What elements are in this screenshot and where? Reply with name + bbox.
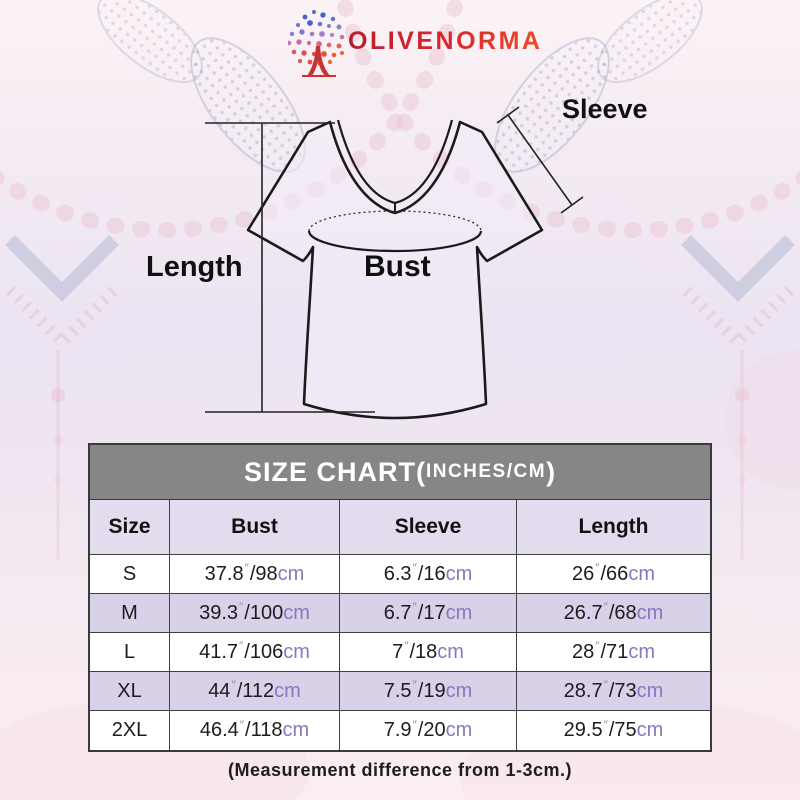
size-cell: S — [90, 555, 170, 594]
header-sleeve: Sleeve — [340, 500, 517, 555]
bust-cell: 39.3 ″ /100 cm — [170, 594, 340, 633]
header-bust: Bust — [170, 500, 340, 555]
length-cell: 28.7 ″ /73 cm — [517, 672, 710, 711]
table-row — [90, 555, 710, 594]
table-header-row — [90, 500, 710, 555]
size-cell: M — [90, 594, 170, 633]
bust-cell: 44 ″ /112 cm — [170, 672, 340, 711]
length-cell: 26 ″ /66 cm — [517, 555, 710, 594]
size-cell: L — [90, 633, 170, 672]
length-cell: 28 ″ /71 cm — [517, 633, 710, 672]
length-cell: 29.5 ″ /75 cm — [517, 711, 710, 750]
table-row — [90, 672, 710, 711]
sleeve-cell: 7 ″ /18 cm — [340, 633, 517, 672]
sleeve-cell: 6.7 ″ /17 cm — [340, 594, 517, 633]
sleeve-cell: 6.3 ″ /16 cm — [340, 555, 517, 594]
size-cell: 2XL — [90, 711, 170, 750]
header-length: Length — [517, 500, 710, 555]
table-row — [90, 633, 710, 672]
size-cell: XL — [90, 672, 170, 711]
table-title-close: ) — [546, 456, 557, 487]
table-row — [90, 711, 710, 750]
sleeve-cell: 7.5 ″ /19 cm — [340, 672, 517, 711]
bust-label: Bust — [364, 250, 431, 283]
brand-name: OLIVENORMA — [348, 27, 543, 55]
length-label: Length — [146, 251, 243, 283]
table-title: SIZE CHART( — [243, 456, 426, 487]
bust-cell: 37.8 ″ /98 cm — [170, 555, 340, 594]
length-cell: 26.7 ″ /68 cm — [517, 594, 710, 633]
table-body — [90, 555, 710, 750]
table-row — [90, 594, 710, 633]
bust-cell: 41.7 ″ /106 cm — [170, 633, 340, 672]
sleeve-cell: 7.9 ″ /20 cm — [340, 711, 517, 750]
bust-cell: 46.4 ″ /118 cm — [170, 711, 340, 750]
measurement-note: (Measurement difference from 1-3cm.) — [227, 760, 573, 780]
table-title-bar — [90, 445, 710, 500]
sleeve-label: Sleeve — [562, 94, 648, 124]
header-size: Size — [90, 500, 170, 555]
size-chart-table — [88, 443, 712, 752]
table-title-units: INCHES/CM — [425, 461, 547, 482]
